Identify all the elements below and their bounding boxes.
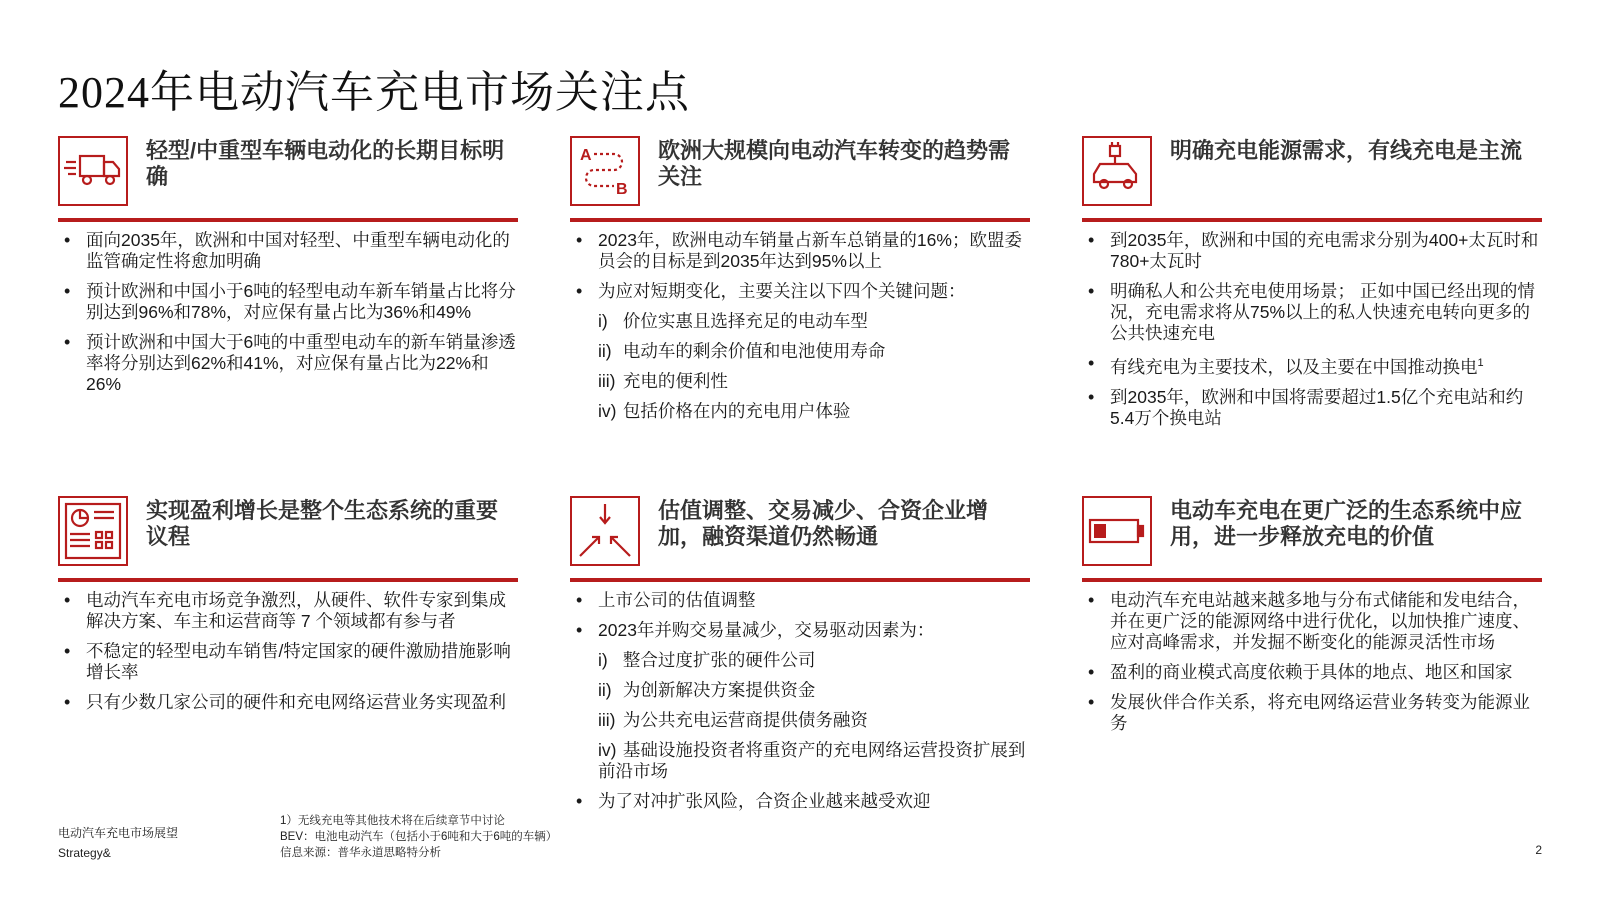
list-item: • 只有少数几家公司的硬件和充电网络运营业务实现盈利 [58, 692, 518, 713]
footer-doc-title: 电动汽车充电市场展望 [58, 826, 179, 840]
card-heading: 轻型/中重型车辆电动化的长期目标明确 [146, 138, 505, 189]
footer-left [58, 823, 178, 863]
card-europe-ev-transition [570, 136, 1030, 431]
page-title: 2024年电动汽车充电市场关注点 [58, 68, 690, 117]
list-item: • 2023年并购交易量减少，交易驱动因素为： [570, 620, 1030, 641]
svg-text:B: B [616, 181, 628, 198]
card-list [570, 590, 1030, 812]
sub-item: i) 整合过度扩张的硬件公司 [598, 650, 816, 670]
card-divider [570, 218, 1030, 222]
card-list [570, 230, 1030, 422]
truck-icon [60, 138, 126, 204]
sub-item: ii) 电动车的剩余价值和电池使用寿命 [598, 341, 886, 361]
list-item: • 电动汽车充电站越来越多地与分布式储能和发电结合，并在更广泛的能源网络中进行优化，以加快推广速度、应对高峰需求，并发掘不断变化的能源灵活性市场 [1082, 590, 1542, 653]
card-heading: 实现盈利增长是整个生态系统的重要议程 [146, 498, 499, 549]
card-divider [1082, 578, 1542, 582]
card-list [58, 590, 518, 713]
list-item: • 明确私人和公共充电使用场景； 正如中国已经出现的情况，充电需求将从75%以上的私人快速充电转向更多的公共快速充电 [1082, 281, 1542, 344]
converging-arrows-icon [572, 498, 638, 564]
list-item: • 上市公司的估值调整 [570, 590, 1030, 611]
list-item: • 发展伙伴合作关系，将充电网络运营业务转变为能源业务 [1082, 692, 1542, 734]
battery-icon [1084, 498, 1150, 564]
card-heading: 电动车充电在更广泛的生态系统中应用，进一步释放充电的价值 [1170, 498, 1523, 549]
list-item: • 到2035年，欧洲和中国的充电需求分别为400+太瓦时和780+太瓦时 [1082, 230, 1542, 272]
card-profitable-growth [58, 496, 518, 722]
card-charging-energy-demand [1082, 136, 1542, 438]
dashboard-report-icon [60, 498, 126, 564]
footnote: 1）无线充电等其他技术将在后续章节中讨论 [280, 815, 505, 827]
card-heading: 估值调整、交易减少、合资企业增加，融资渠道仍然畅通 [658, 498, 989, 549]
card-list [1082, 590, 1542, 734]
list-item: • 预计欧洲和中国大于6吨的中重型电动车的新车销量渗透率将分别达到62%和41%，对应保有量占比为22%和26% [58, 332, 518, 395]
card-list [1082, 230, 1542, 429]
card-heading: 明确充电能源需求，有线充电是主流 [1170, 138, 1523, 163]
page-number: 2 [1535, 843, 1542, 857]
ev-plug-car-icon [1084, 138, 1150, 204]
card-valuation-financing [570, 496, 1030, 821]
list-item: • 盈利的商业模式高度依赖于具体的地点、地区和国家 [1082, 662, 1542, 683]
sub-item: iv) 基础设施投资者将重资产的充电网络运营投资扩展到前沿市场 [598, 740, 1026, 781]
footnote: BEV：电池电动汽车（包括小于6吨和大于6吨的车辆） [280, 831, 558, 843]
card-lightweight-heavy-vehicles [58, 136, 518, 404]
list-item: • 到2035年，欧洲和中国将需要超过1.5亿个充电站和约5.4万个换电站 [1082, 387, 1542, 429]
sub-item: ii) 为创新解决方案提供资金 [598, 680, 816, 700]
sub-item: i) 价位实惠且选择充足的电动车型 [598, 311, 868, 331]
sub-item: iv) 包括价格在内的充电用户体验 [598, 401, 851, 421]
list-item: • 面向2035年，欧洲和中国对轻型、中重型车辆电动化的监管确定性将愈加明确 [58, 230, 518, 272]
list-item: • 为了对冲扩张风险，合资企业越来越受欢迎 [570, 791, 1030, 812]
footnote: 信息来源：普华永道思略特分析 [280, 847, 441, 859]
footer-brand: Strategy& [58, 846, 111, 860]
list-item: • 有线充电为主要技术，以及主要在中国推动换电$^1$ [1082, 353, 1542, 378]
footnotes [280, 813, 557, 861]
list-item: • 2023年，欧洲电动车销量占新车总销量的16%；欧盟委员会的目标是到2035年达到95%以上 [570, 230, 1030, 272]
list-item: • 电动汽车充电市场竞争激烈，从硬件、软件专家到集成解决方案、车主和运营商等 7 个领域都有参与者 [58, 590, 518, 632]
list-item: • 为应对短期变化，主要关注以下四个关键问题： [570, 281, 1030, 302]
card-list [58, 230, 518, 395]
list-item: • 预计欧洲和中国小于6吨的轻型电动车新车销量占比将分别达到96%和78%，对应保有量占比为36%和49% [58, 281, 518, 323]
card-heading: 欧洲大规模向电动汽车转变的趋势需关注 [658, 138, 1011, 189]
card-broader-ecosystem [1082, 496, 1542, 743]
list-item: • 不稳定的轻型电动车销售/特定国家的硬件激励措施影响增长率 [58, 641, 518, 683]
card-divider [1082, 218, 1542, 222]
sub-item: iii) 为公共充电运营商提供债务融资 [598, 710, 868, 730]
card-divider [58, 578, 518, 582]
card-divider [570, 578, 1030, 582]
card-divider [58, 218, 518, 222]
svg-text:A: A [580, 147, 592, 164]
a-to-b-route-icon [572, 138, 638, 204]
sub-item: iii) 充电的便利性 [598, 371, 728, 391]
